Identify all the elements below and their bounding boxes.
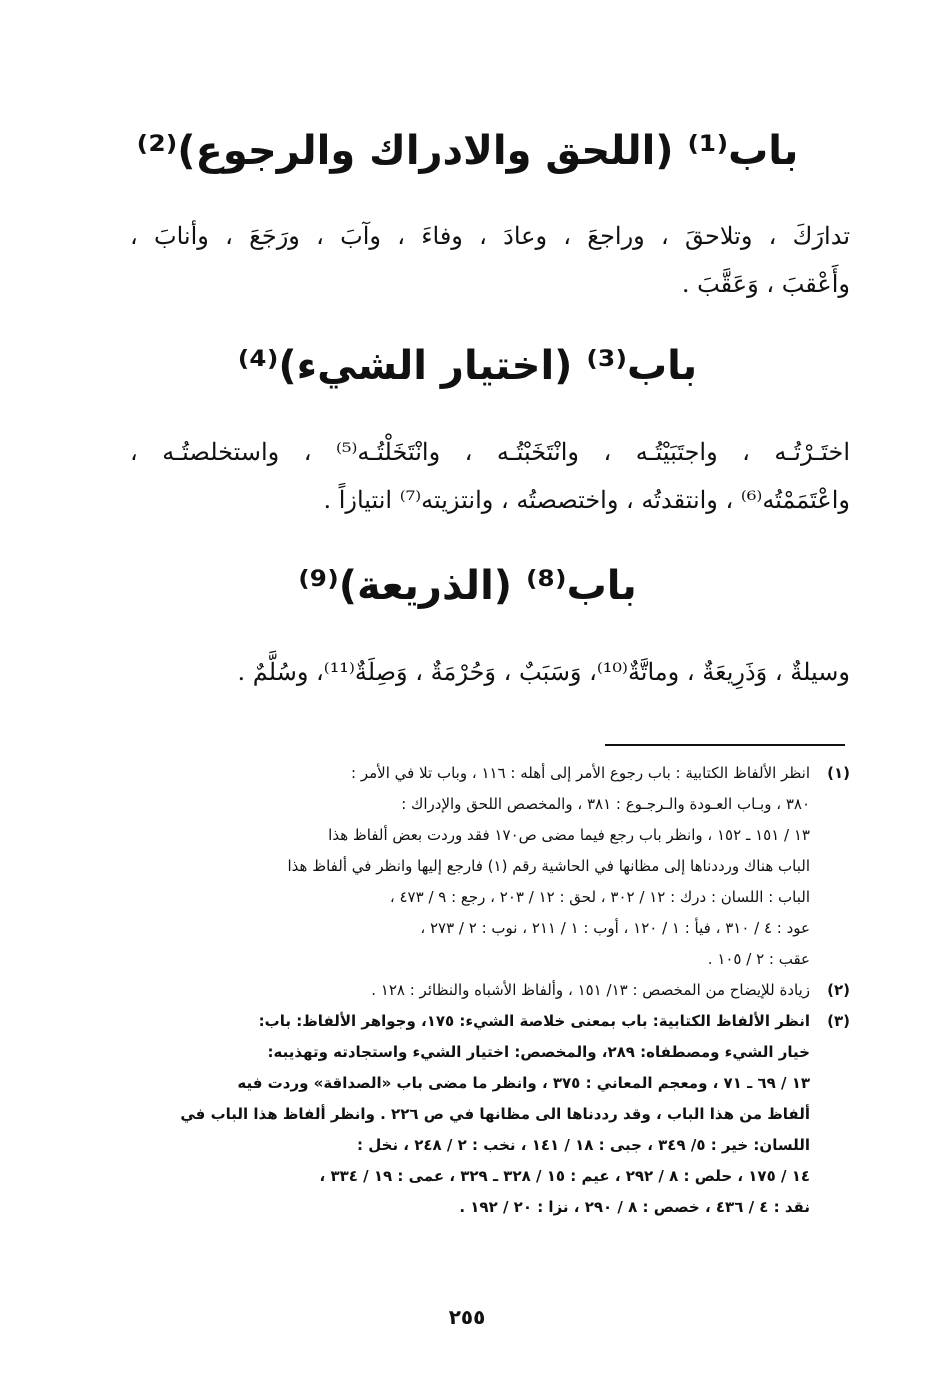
- section-body: [130, 212, 850, 308]
- footnote-line: ١٤ / ١٧٥ ، حلص : ٨ / ٢٩٢ ، عيم : ١٥ / ٣٢٨ ـ ٣٢٩ ، عمى : ١٩ / ٣٣٤ ،: [319, 1167, 810, 1185]
- section-heading: باب⁽³⁾ (اختيار الشيء)⁽⁴⁾: [237, 343, 698, 389]
- footnote-number: (٣): [827, 1012, 850, 1030]
- footnote-line: ألفاظ من هذا الباب ، وقد رددناها الى مظانها في ص ٢٢٦ . وانظر ألفاظ هذا الباب في: [180, 1105, 810, 1123]
- footnote-line: نقد : ٤ / ٤٣٦ ، خصص : ٨ / ٢٩٠ ، نزا : ٢٠ / ١٩٢ .: [459, 1198, 810, 1216]
- section-body: [130, 648, 850, 696]
- page-number: ٢٥٥: [448, 1305, 486, 1329]
- section-heading: باب⁽¹⁾ (اللحق والادراك والرجوع)⁽²⁾: [136, 128, 799, 174]
- footnote-line: اللسان: خير : ٥/ ٣٤٩ ، جبى : ١٨ / ١٤١ ، نخب : ٢ / ٢٤٨ ، نخل :: [357, 1136, 810, 1154]
- footnote-line: زيادة للإيضاح من المخصص : ١٣/ ١٥١ ، وألفاظ الأشباه والنظائر : ١٢٨ .: [371, 981, 810, 999]
- footnotes: [130, 758, 850, 1223]
- body-line: وسيلةٌ ، وَذَرِيعَةٌ ، وماتَّةٌ⁽¹⁰⁾، وَسَبَبٌ ، وَحُرْمَةٌ ، وَصِلَةٌ⁽¹¹⁾، وسُلَّمٌ .: [237, 658, 850, 686]
- footnote-line: الباب هناك ورددناها إلى مظانها في الحاشية رقم (١) فارجع إليها وانظر في ألفاظ هذا: [287, 857, 810, 875]
- body-line: اختَـرْتُـه ، واجتَبَيْتُـه ، وانْتَخَبْتُـه ، وانْتَخَلْتُـه⁽⁵⁾ ، واستخلصتُـه ،: [130, 438, 851, 466]
- footnote: [130, 1006, 850, 1223]
- footnote-number: (١): [827, 764, 850, 782]
- footnote-line: ١٣ / ١٥١ ـ ١٥٢ ، وانظر باب رجع فيما مضى ص١٧٠ فقد وردت بعض ألفاظ هذا: [328, 826, 810, 844]
- body-line: واعْتَمَمْتُه⁽⁶⁾ ، وانتقدتُه ، واختصصتُه ، وانتزيته⁽⁷⁾ انتيازاً .: [323, 486, 850, 514]
- footnote-line: ١٣ / ٦٩ ـ ٧١ ، ومعجم المعاني : ٣٧٥ ، وانظر ما مضى باب «الصداقة» وردت فيه: [237, 1074, 810, 1092]
- footnote-number: (٢): [827, 981, 850, 999]
- body-line: وأَعْقبَ ، وَعَقَّبَ .: [681, 270, 850, 298]
- footnote-line: عود : ٤ / ٣١٠ ، فيأ : ١ / ١٢٠ ، أوب : ١ / ٢١١ ، نوب : ٢ / ٢٧٣ ،: [420, 919, 810, 937]
- body-line: تدارَكَ ، وتلاحقَ ، وراجعَ ، وعادَ ، وفاءَ ، وآبَ ، ورَجَعَ ، وأنابَ ،: [130, 222, 851, 250]
- section-heading: باب⁽⁸⁾ (الذريعة)⁽⁹⁾: [298, 563, 637, 609]
- footnote-line: الباب : اللسان : درك : ١٢ / ٣٠٢ ، لحق : ١٢ / ٢٠٣ ، رجع : ٩ / ٤٧٣ ،: [389, 888, 810, 906]
- footnote-divider: [605, 744, 845, 746]
- footnote-line: انظر الألفاظ الكتابية : باب رجوع الأمر إلى أهله : ١١٦ ، وباب تلا في الأمر :: [351, 764, 810, 782]
- footnote-line: انظر الألفاظ الكتابية: باب بمعنى خلاصة الشيء: ١٧٥، وجواهر الألفاظ: باب:: [258, 1012, 810, 1030]
- footnote: [130, 975, 850, 1006]
- footnote-line: ٣٨٠ ، وبـاب العـودة والـرجـوع : ٣٨١ ، والمخصص اللحق والإدراك :: [401, 795, 810, 813]
- footnote-line: خيار الشيء ومصطفاه: ٢٨٩، والمخصص: اختيار الشيء واستجادته وتهذيبه:: [267, 1043, 810, 1061]
- footnote: [130, 758, 850, 975]
- footnote-line: عقب : ٢ / ١٠٥ .: [707, 950, 810, 968]
- section-body: [130, 428, 850, 524]
